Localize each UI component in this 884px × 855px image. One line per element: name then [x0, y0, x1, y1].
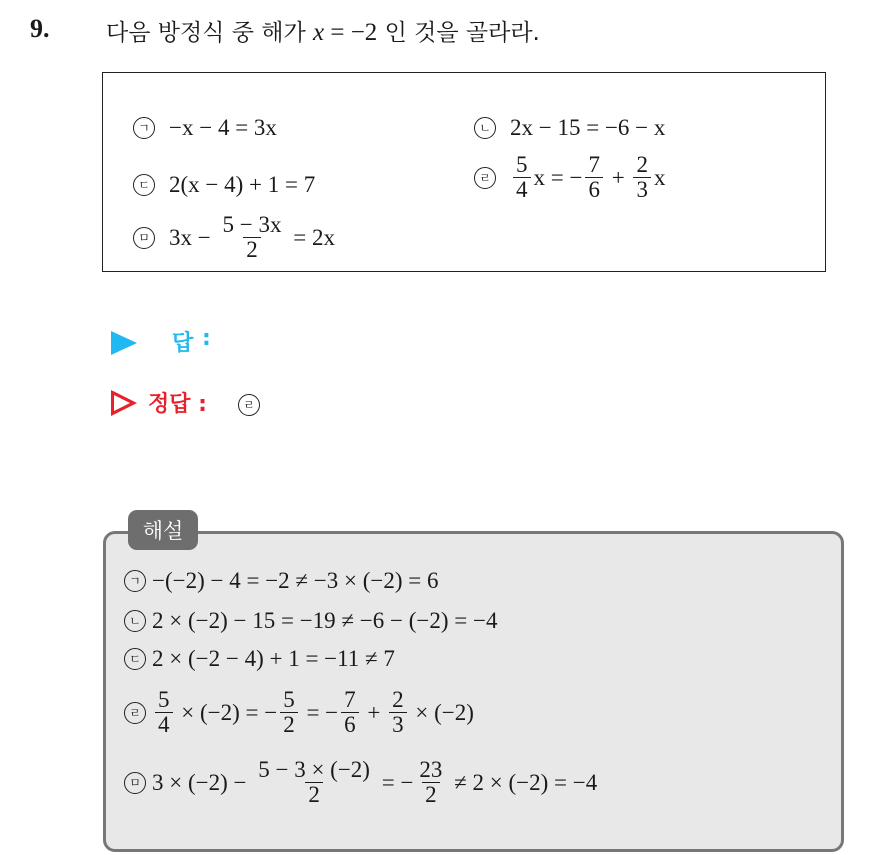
explanation-line-b: [124, 608, 497, 634]
frac-denominator: 2: [243, 237, 261, 262]
question-number: 9.: [30, 14, 50, 43]
explanation-marker: ㄴ: [124, 610, 146, 632]
explanation-line-a: [124, 568, 439, 594]
choice-b-expr: 2x − 15 = −6 − x: [510, 115, 666, 140]
explanation-frac: [155, 688, 173, 737]
explanation-line-d: [124, 688, 474, 737]
frac-numerator: 5: [283, 687, 295, 712]
frac-denominator: 2: [422, 782, 440, 807]
frac-numerator: 2: [636, 152, 648, 177]
frac-numerator: 2: [392, 687, 404, 712]
choice-d-text-1: x = −: [533, 164, 583, 190]
choice-d-marker: ㄹ: [474, 167, 496, 189]
explanation-text: ≠ 2 × (−2) = −4: [448, 769, 598, 795]
choice-d-frac-3: [633, 153, 651, 202]
question-variable: x: [313, 19, 325, 46]
choice-d-frac-1: [513, 153, 531, 202]
choice-e[interactable]: [133, 213, 335, 262]
answer-colon: :: [202, 326, 211, 351]
question-text-before: 다음 방정식 중 해가: [106, 20, 313, 46]
correct-label: 정답 :: [148, 392, 207, 417]
correct-value: [238, 390, 260, 416]
frac-numerator: 5 − 3 × (−2): [258, 757, 370, 782]
explanation-marker: ㄷ: [124, 648, 146, 670]
choice-c-expr: 2(x − 4) + 1 = 7: [169, 172, 316, 197]
explanation-frac: [280, 688, 298, 737]
explanation-frac: [341, 688, 359, 737]
choice-a[interactable]: [133, 115, 277, 141]
frac-numerator: 5: [158, 687, 170, 712]
frac-denominator: 4: [513, 177, 531, 202]
choice-e-frac: [219, 213, 284, 262]
answer-label: 답: [172, 331, 194, 356]
explanation-marker: ㅁ: [124, 772, 146, 794]
choice-a-marker: ㄱ: [133, 117, 155, 139]
choice-e-marker: ㅁ: [133, 227, 155, 249]
correct-arrow-icon-inner: [114, 395, 130, 411]
frac-denominator: 3: [633, 177, 651, 202]
frac-denominator: 2: [305, 782, 323, 807]
choice-b[interactable]: [474, 115, 665, 141]
frac-numerator: 5: [516, 152, 528, 177]
explanation-frac: [389, 688, 407, 737]
explanation-text: 2 × (−2 − 4) + 1 = −11 ≠ 7: [152, 646, 395, 671]
choice-d[interactable]: [474, 153, 665, 202]
explanation-frac: [255, 758, 373, 807]
choice-d-frac-2: [585, 153, 603, 202]
choice-d-text-2: +: [605, 164, 631, 190]
question-text-after: 인 것을 골라라.: [377, 20, 540, 46]
frac-denominator: 6: [585, 177, 603, 202]
frac-denominator: 6: [341, 712, 359, 737]
explanation-text: 3 × (−2) −: [152, 769, 253, 795]
explanation-text: +: [361, 699, 387, 725]
explanation-text: = −: [375, 769, 414, 795]
explanation-text: −(−2) − 4 = −2 ≠ −3 × (−2) = 6: [152, 568, 439, 593]
frac-denominator: 4: [155, 712, 173, 737]
choice-d-text-3: x: [653, 164, 666, 190]
choice-b-marker: ㄴ: [474, 117, 496, 139]
explanation-line-e: [124, 758, 597, 807]
explanation-line-c: [124, 646, 395, 672]
answer-arrow-icon: [111, 331, 137, 355]
choice-e-text-2: = 2x: [287, 224, 335, 250]
choice-e-text-1: 3x −: [169, 224, 217, 250]
question-equals: = −2: [324, 19, 378, 46]
explanation-text: × (−2) = −: [175, 699, 278, 725]
frac-numerator: 7: [588, 152, 600, 177]
frac-denominator: 2: [280, 712, 298, 737]
explanation-marker: ㄹ: [124, 702, 146, 724]
choice-c[interactable]: [133, 172, 315, 198]
explanation-frac: [416, 758, 445, 807]
explanation-text: = −: [300, 699, 339, 725]
explanation-text: 2 × (−2) − 15 = −19 ≠ −6 − (−2) = −4: [152, 608, 498, 633]
frac-numerator: 5 − 3x: [222, 212, 282, 237]
choice-a-expr: −x − 4 = 3x: [169, 115, 277, 140]
explanation-text: × (−2): [409, 699, 474, 725]
correct-value-marker: ㄹ: [238, 394, 260, 416]
explanation-tab: 해설: [128, 510, 198, 550]
frac-numerator: 23: [419, 757, 443, 782]
choice-c-marker: ㄷ: [133, 174, 155, 196]
question-text: [106, 14, 540, 47]
frac-denominator: 3: [389, 712, 407, 737]
explanation-marker: ㄱ: [124, 570, 146, 592]
frac-numerator: 7: [344, 687, 356, 712]
